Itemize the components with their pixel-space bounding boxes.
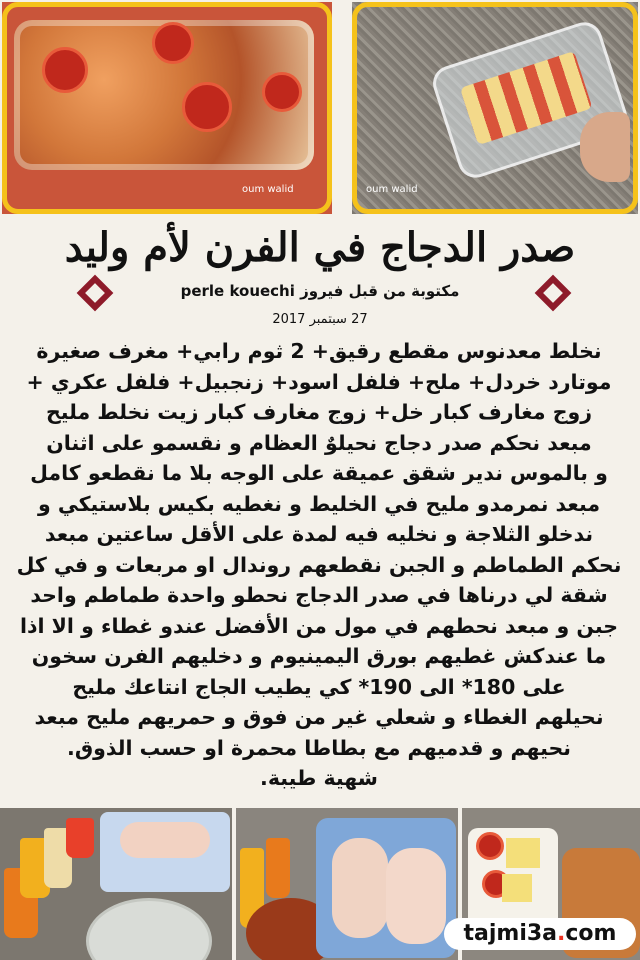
recipe-line: زوج مغارف كبار خل+ زوج مغارف كبار زيت نخلط مليح	[45, 400, 593, 424]
chicken-breast	[332, 838, 388, 938]
marinating-photo	[236, 808, 458, 960]
cooked-chicken-photo	[2, 2, 332, 214]
photo-frame	[352, 2, 638, 214]
watermark: oum walid	[242, 184, 294, 195]
recipe-line: نخلط معدنوس مقطع رقيق+ 2 ثوم رابي+ مغرف صغيرة	[36, 339, 602, 363]
watermark: oum walid	[366, 184, 418, 195]
spice-bottle	[266, 838, 290, 898]
author-line: مكتوبة من قبل فيروز perle kouechi	[180, 282, 460, 300]
recipe-line: نحكم الطماطم و الجبن نقطعهم روندال او مربعات و في كل	[16, 552, 622, 577]
recipe-line: ندخلو الثلاجة و نخليه فيه لمدة على الأقل ساعتين مبعد	[44, 522, 594, 546]
cheese-slice	[506, 838, 540, 868]
photo-frame	[2, 2, 332, 214]
recipe-line: جبن و مبعد نحطهم في مول من الأفضل عندو غطاء و الا اذا	[19, 613, 619, 638]
logo-text-prefix: tajmi3a	[463, 921, 558, 946]
chicken-breast	[120, 822, 210, 858]
recipe-line: مبعد نمرمدو مليح في الخليط و نغطيه بكيس بلاستيكي و	[37, 491, 601, 516]
recipe-title: صدر الدجاج في الفرن لأم وليد	[64, 224, 576, 271]
site-logo	[444, 918, 636, 950]
recipe-body	[14, 336, 624, 794]
recipe-line: شقة لي درناها في صدر الدجاج نحطو واحدة طماطم واحد	[30, 583, 608, 607]
ingredients-photo	[0, 808, 232, 960]
recipe-line: شهية طيبة.	[260, 766, 378, 790]
chicken-breast	[386, 848, 446, 944]
publish-date: 27 سبتمبر 2017	[272, 312, 368, 327]
prepared-dish-photo	[352, 2, 638, 214]
recipe-line: ما عندكش غطيهم بورق اليمينيوم و دخليهم الفرن سخون	[31, 644, 607, 668]
recipe-line: موتارد خردل+ ملح+ فلفل اسود+ زنجبيل+ فلفل عكري +	[26, 369, 612, 394]
recipe-line: على 180* الى 190* كي يطيب الجاج انتاعك مليح	[72, 674, 566, 699]
logo-text-suffix: com	[565, 921, 617, 946]
herb-bowl	[86, 898, 212, 960]
cheese-slice	[502, 874, 532, 902]
logo-dot: .	[557, 921, 566, 946]
recipe-line: نحيلهم الغطاء و شعلي غير من فوق و حمريهم مليح مبعد	[34, 705, 604, 729]
spice-bottle	[66, 818, 94, 858]
tomato-slice	[476, 832, 504, 860]
recipe-line: مبعد نحكم صدر دجاج نحيلوٌ العظام و نقسمو على اثنان	[46, 430, 592, 455]
recipe-line: و بالموس ندير شقق عميقة على الوجه بلا ما نقطعو كامل	[30, 461, 608, 485]
recipe-line: نحيهم و قدميهم مع بطاطا محمرة او حسب الذوق.	[67, 735, 571, 760]
